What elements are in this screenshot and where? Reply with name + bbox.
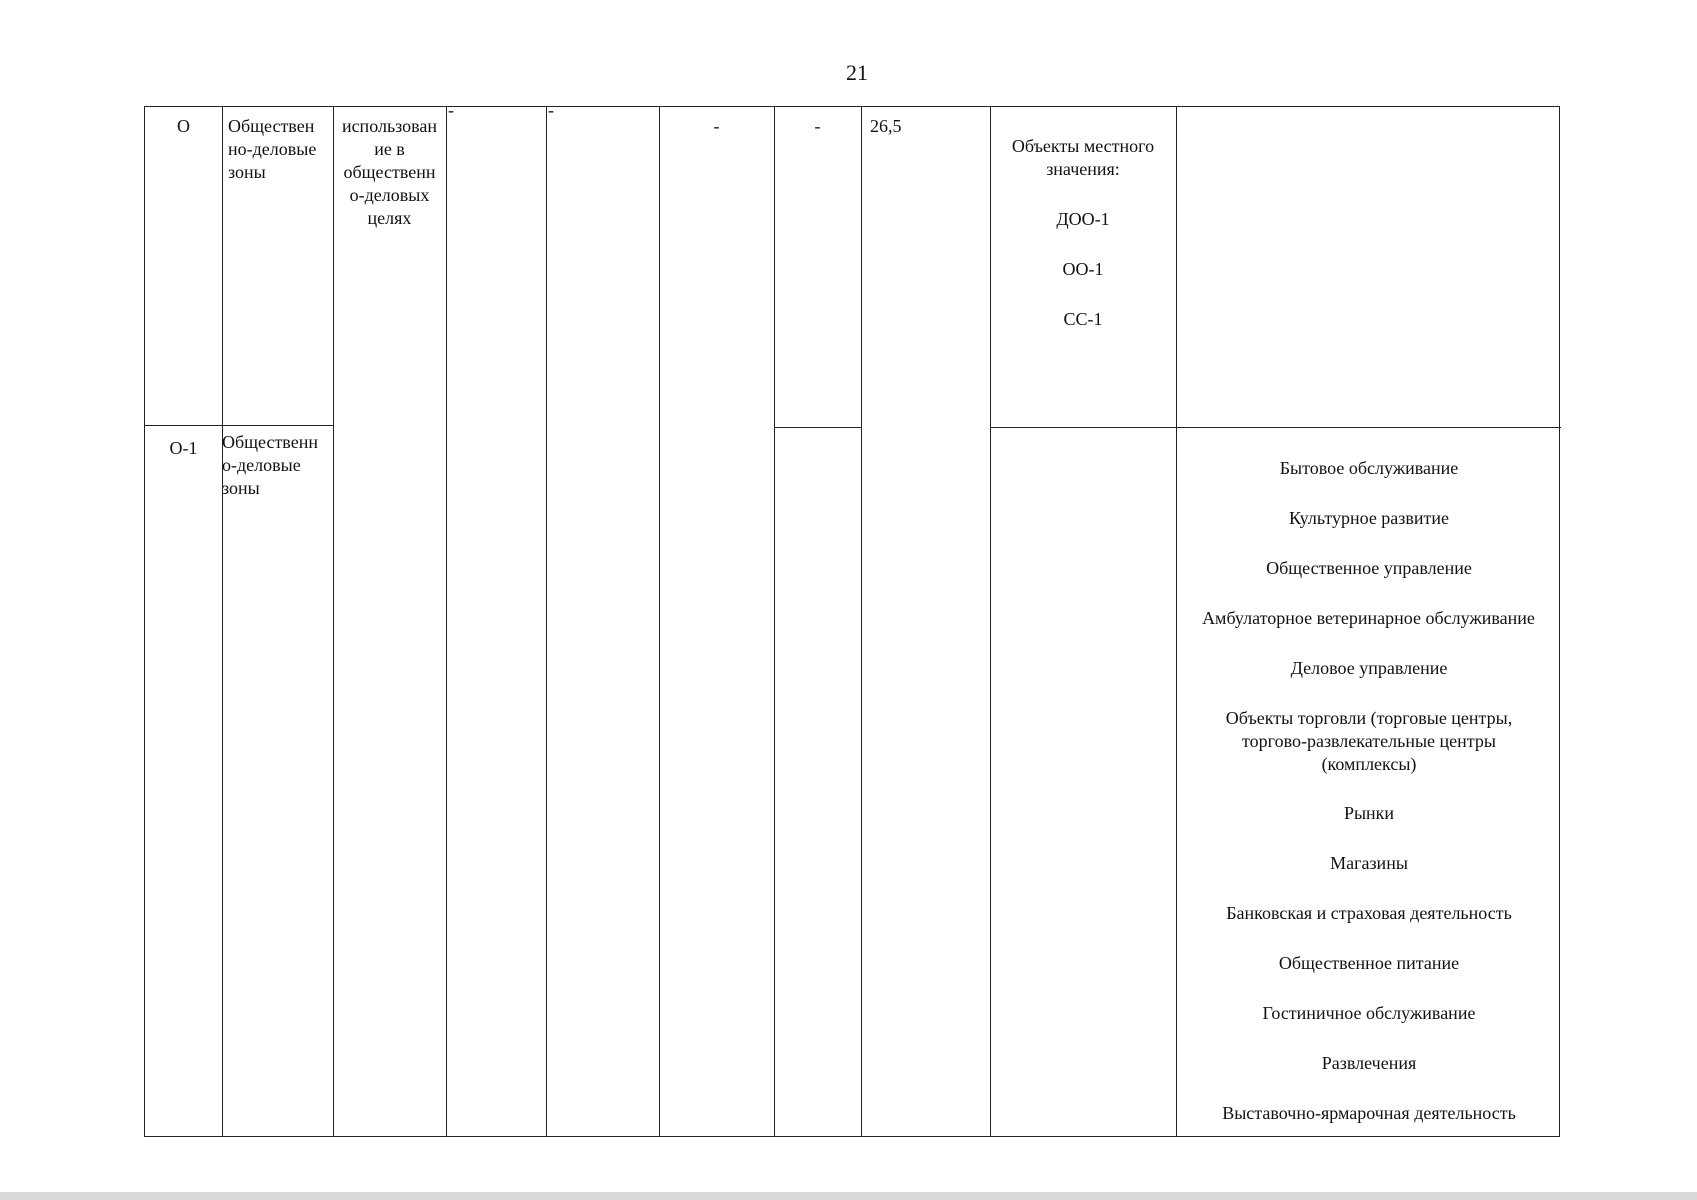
permitted-use-item: Гостиничное обслуживание [1262,1003,1476,1023]
dash-value: - [713,116,720,136]
object-item: ДОО-1 [1056,209,1110,229]
permitted-use-item: Деловое управление [1290,658,1448,678]
permitted-use-item: Объекты торговли (торговые центры, торгово-развлекательные центры (комплексы) [1225,708,1513,774]
column-divider [222,107,223,1136]
column-divider [659,107,660,1136]
column-divider [446,107,447,1136]
dash-mark: - [448,100,454,120]
column-divider [333,107,334,1136]
permitted-use-item: Общественное питание [1278,953,1460,973]
zone-name: Общественн о-деловые зоны [222,432,318,498]
permitted-use-item: Развлечения [1321,1053,1417,1073]
permitted-use-item: Банковская и страховая деятельность [1226,903,1512,923]
object-item: ОО-1 [1062,259,1104,279]
zone-code: О-1 [169,438,198,458]
dash-value: - [814,116,821,136]
row-divider [990,427,1561,428]
permitted-use-item: Бытовое обслуживание [1279,458,1459,478]
local-objects: Объекты местного значения: ДОО-1 ОО-1 СС-1 [990,135,1176,331]
column-divider [861,107,862,1136]
column-divider [546,107,547,1136]
dash-mark: - [548,100,554,120]
column-divider [774,107,775,1136]
row-divider [145,425,333,426]
row-divider [774,427,861,428]
permitted-use-item: Магазины [1330,853,1408,873]
scan-edge-strip [0,1192,1697,1200]
permitted-use-item: Общественное управление [1266,558,1472,578]
zoning-table [144,100,1560,1137]
zone-name: Обществен но-деловые зоны [228,116,317,182]
permitted-use-item: Культурное развитие [1288,508,1450,528]
permitted-use-item: Амбулаторное ветеринарное обслуживание [1202,608,1535,628]
permitted-use-item: Выставочно-ярмарочная деятельность [1222,1103,1516,1123]
zone-purpose: использован ие в общественн о-деловых целях [341,116,438,228]
page-number: 21 [846,60,868,85]
zone-code: О [177,116,190,136]
object-item: СС-1 [1063,309,1103,329]
zone-area: 26,5 [870,116,902,136]
permitted-use-item: Рынки [1343,803,1395,823]
